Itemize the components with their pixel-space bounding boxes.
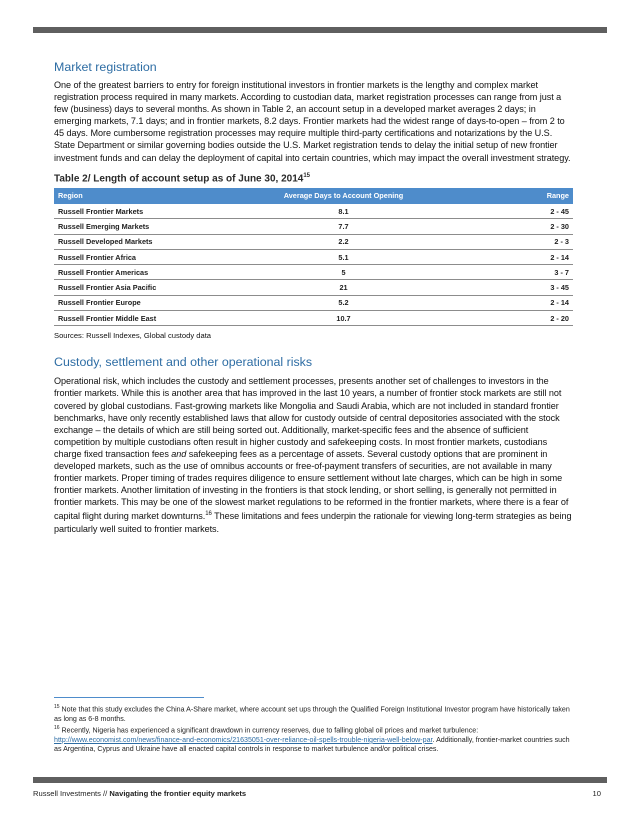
footnote-16-link[interactable]: http://www.economist.com/news/finance-and-economics/21635051-over-reliance-oil-spells-trouble-nigeria-well-below-par [54,735,433,744]
footnote-16-text-end: . Additionally, frontier-market countries such as Argentina, Cyprus and Ukraine have all enacted capital controls in response to market turbulence and/or political crises. [54,735,570,754]
footnote-16-number: 16 [54,725,60,732]
table-row [54,204,573,219]
footer-brand: Russell Investments // [33,789,110,798]
cell-range: 3 - 7 [415,265,573,280]
cell-range: 2 - 3 [415,234,573,249]
top-divider-bar [33,27,607,33]
page-number: 10 [592,789,601,798]
table-title [54,173,574,184]
cell-range: 2 - 14 [415,249,573,264]
cell-range: 2 - 45 [415,204,573,219]
cell-average-days: 5.1 [268,249,415,264]
custody-text-part1: Operational risk, which includes the custody and settlement processes, presents another set of challenges to investors in the frontier markets. While this is another area that has improved in the last 10 years, a number of frontier stock markets are still not covered by global custodians. Fast-growing markets like Mongolia and Saudi Arabia, which are not included in standard frontier benchmarks, have only recently established laws that allow for custody outside of central depositories associated with the stock exchange – the details of which are still being sorted out. Additionally, market-specific fees and the absence of sufficient competition by multiple custodians often result in higher custody and safekeeping costs. In most frontier markets, custodians charge fixed transaction fees [54,376,562,459]
cell-average-days: 21 [268,280,415,295]
cell-range: 2 - 30 [415,219,573,234]
cell-average-days: 7.7 [268,219,415,234]
cell-region: Russell Developed Markets [54,234,268,249]
table-row [54,219,573,234]
section-heading-market-registration: Market registration [54,60,157,74]
cell-range: 2 - 14 [415,295,573,310]
footnote-16 [54,724,574,755]
cell-region: Russell Frontier Asia Pacific [54,280,268,295]
footnote-15 [54,703,574,724]
account-setup-table [54,188,573,326]
cell-range: 3 - 45 [415,280,573,295]
cell-region: Russell Frontier Africa [54,249,268,264]
table-row [54,280,573,295]
footnote-ref-16: 16 [205,511,212,518]
page-footer [33,789,607,798]
table-row [54,295,573,310]
cell-average-days: 10.7 [268,311,415,326]
cell-region: Russell Frontier Americas [54,265,268,280]
table-row [54,234,573,249]
footer-document-title: Navigating the frontier equity markets [109,789,247,798]
table-row [54,311,573,326]
cell-region: Russell Emerging Markets [54,219,268,234]
cell-region: Russell Frontier Europe [54,295,268,310]
table-sources-note: Sources: Russell Indexes, Global custody data [54,331,212,341]
col-header-average-days: Average Days to Account Opening [268,188,415,204]
footnote-divider [54,697,204,698]
cell-average-days: 2.2 [268,234,415,249]
footnote-15-number: 15 [54,704,60,710]
col-header-region: Region [54,188,268,204]
cell-range: 2 - 20 [415,311,573,326]
cell-average-days: 5 [268,265,415,280]
footnote-16-text: Recently, Nigeria has experienced a significant drawdown in currency reserves, due to falling global oil prices and market turbulence: [59,726,479,735]
custody-text-part3: These limitations and fees underpin the rationale for viewing long-term strategies as being particularly well suited to frontier markets. [54,511,572,534]
table-row [54,265,573,280]
footnotes [54,703,574,755]
cell-average-days: 5.2 [268,295,415,310]
custody-text-italic: and [171,448,187,459]
cell-average-days: 8.1 [268,204,415,219]
table-title-footnote-ref: 15 [303,172,311,179]
cell-region: Russell Frontier Markets [54,204,268,219]
table-row [54,249,573,264]
market-registration-paragraph: One of the greatest barriers to entry for foreign institutional investors in frontier markets is the lengthy and complex market registration process required in many markets. According to custodian data, market registration processes can range from just a few (business) days to several months. As shown in Table 2, an account setup in a developed market averages 2 days; in emerging markets, 7.1 days; and in frontier markets, 8.2 days. Frontier markets had the widest range of days-to-open – from 2 to 45 days. More cumbersome registration processes may require multiple third-party certifications and notarizations by the U.S. State Department or similar governing bodies outside the U.S. Market registration tends to delay the initial setup of new frontier investment funds and can delay the deployment of capital into certain countries, which may impact the overall investment strategy. [54,80,571,163]
cell-region: Russell Frontier Middle East [54,311,268,326]
custody-paragraph [54,375,574,534]
footnote-15-text: Note that this study excludes the China A-Share market, where account set ups through the Qualified Foreign Institutional Investor program have historically taken as long as 6-8 months. [54,705,570,723]
custody-text-part2: safekeeping fees as a percentage of assets. Several custody options that are prominent in developed markets, such as the use of omnibus accounts or free-of-payment transfers of securities, are not available in many frontier markets. Proper timing of trades requires diligence to ensure settlement without late charges, which can be high in some frontier markets. Another limitation of investing in the frontiers is that stock lending, or short selling, is generally not permitted in frontier markets. This may be one of the slowest market regulations to be reformed in the frontier markets, where there is a fear of capital flight during market downturns. [54,448,569,522]
col-header-range: Range [415,188,573,204]
table-title-text: Table 2/ Length of account setup as of June 30, 2014 [54,172,304,184]
table-header-row [54,188,573,204]
section-heading-custody: Custody, settlement and other operational risks [54,355,313,370]
page-content [54,60,574,535]
bottom-divider-bar [33,777,607,783]
